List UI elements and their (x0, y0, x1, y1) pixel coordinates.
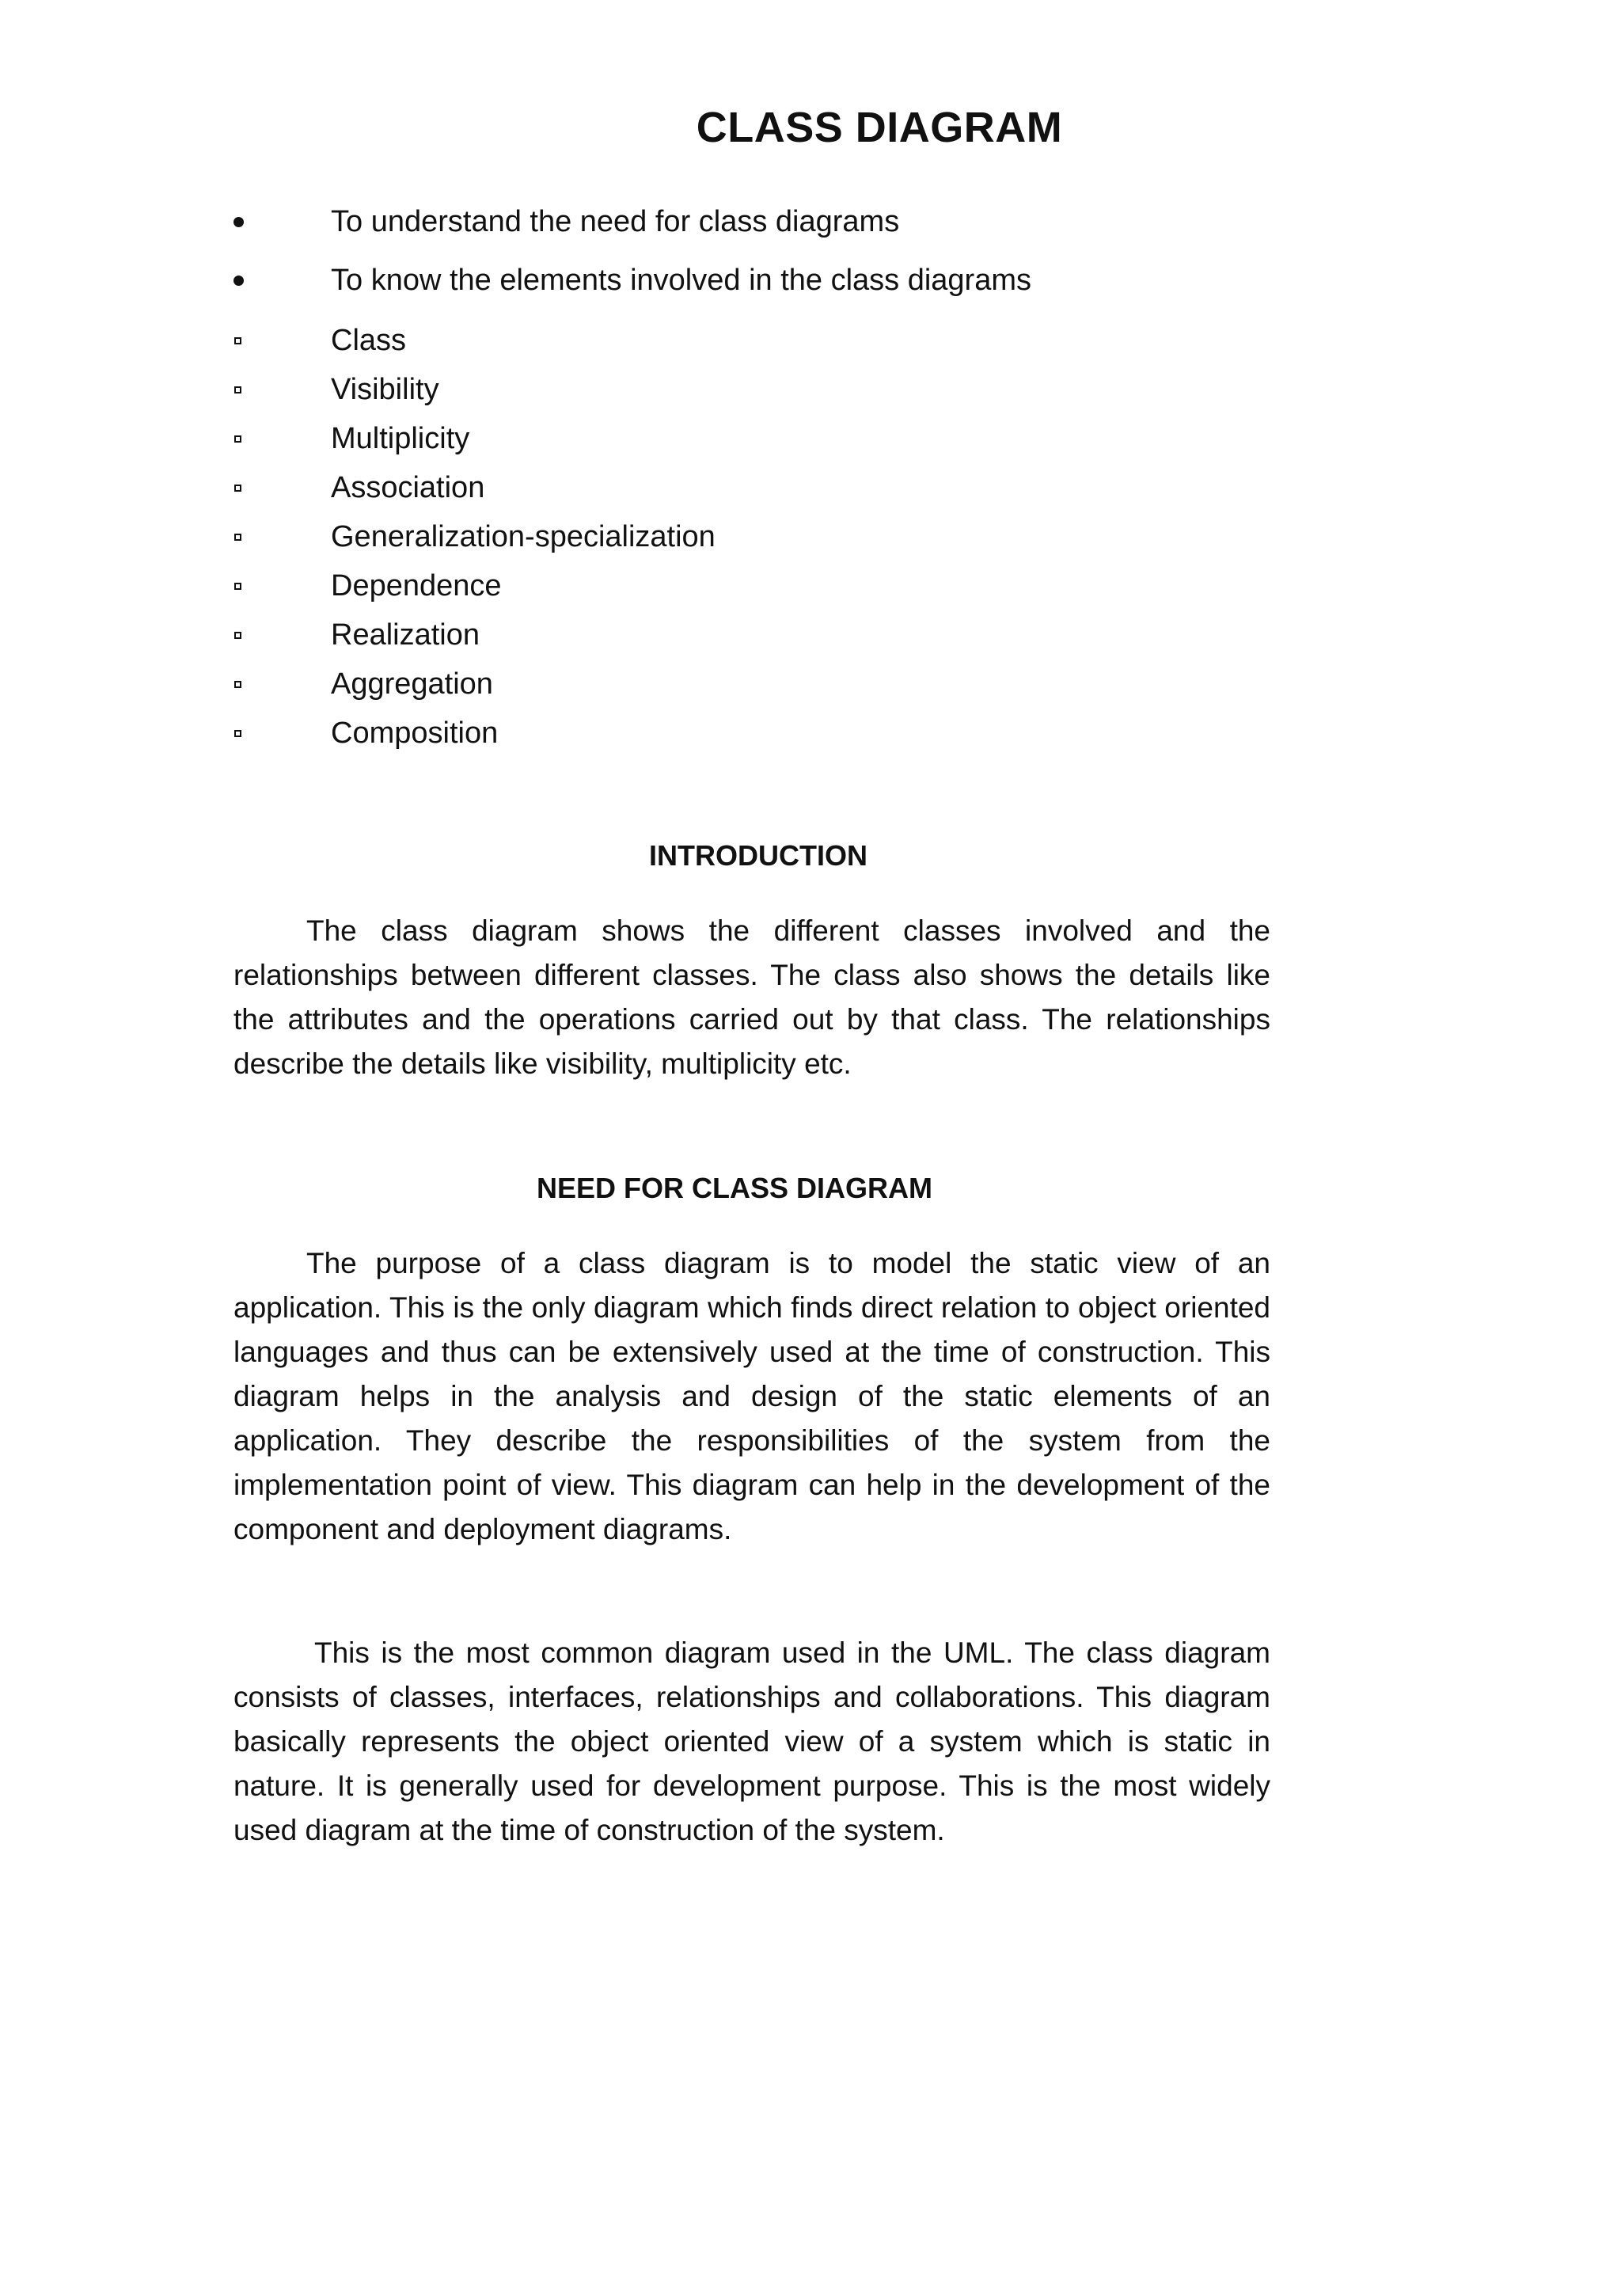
bullet-square-icon (234, 583, 241, 590)
introduction-heading: INTRODUCTION (649, 839, 867, 872)
element-item (231, 613, 480, 657)
bullet-square-icon (234, 681, 241, 688)
element-text: Aggregation (331, 667, 493, 701)
element-item (231, 711, 499, 755)
bullet-dot-icon (233, 217, 244, 227)
introduction-paragraph: The class diagram shows the different classes involved and the relationships between different classes. The class also shows the details like the attributes and the operations carried out by that class. The relationships describe the details like visibility, multiplicity etc. (233, 914, 1270, 1080)
bullet-square-icon (234, 730, 241, 737)
objective-text: To know the elements involved in the class diagrams (331, 264, 1032, 297)
bullet-square-icon (234, 337, 241, 344)
uml-paragraph: This is the most common diagram used in the UML. The class diagram consists of classes, interfaces, relationships and collaborations. This diagram basically represents the object oriented view of a system which is static in nature. It is generally used for development purpose. This is the most widely used diagram at the time of construction of the system. (233, 1636, 1270, 1846)
element-item (231, 564, 502, 608)
objective-text: To understand the need for class diagrams (331, 205, 900, 238)
element-item (231, 466, 485, 510)
objective-item (231, 200, 900, 244)
objective-item (231, 258, 1032, 302)
page-title: CLASS DIAGRAM (696, 104, 1063, 151)
bullet-square-icon (234, 386, 241, 393)
element-text: Composition (331, 717, 499, 750)
element-item (231, 318, 407, 363)
element-text: Visibility (331, 373, 439, 406)
element-text: Multiplicity (331, 422, 470, 455)
need-heading: NEED FOR CLASS DIAGRAM (536, 1172, 932, 1204)
element-text: Dependence (331, 569, 502, 603)
bullet-square-icon (234, 632, 241, 639)
bullet-dot-icon (233, 276, 244, 286)
bullet-square-icon (234, 485, 241, 492)
element-item (231, 515, 716, 559)
element-item (231, 662, 493, 706)
element-item (231, 416, 470, 461)
element-text: Realization (331, 618, 480, 652)
bullet-square-icon (234, 534, 241, 541)
element-text: Association (331, 471, 485, 504)
bullet-square-icon (234, 435, 241, 443)
element-item (231, 367, 439, 412)
element-text: Class (331, 324, 407, 357)
element-text: Generalization-specialization (331, 520, 716, 553)
need-paragraph: The purpose of a class diagram is to model the static view of an application. This is the only diagram which finds direct relation to object oriented languages and thus can be extensively used at the time of construction. This diagram helps in the analysis and design of the static elements of an application. They describe the responsibilities of the system from the implementation point of view. This diagram can help in the development of the component and deployment diagrams. (233, 1247, 1270, 1545)
